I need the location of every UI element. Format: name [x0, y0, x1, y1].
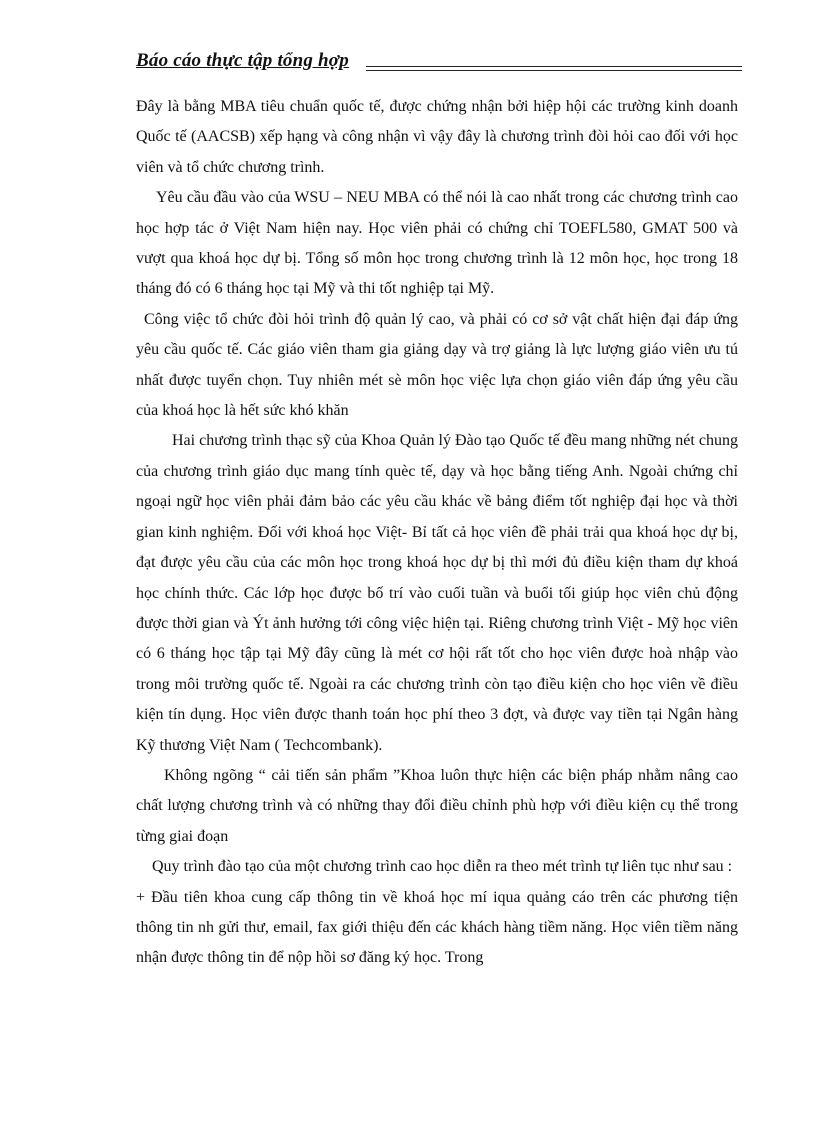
paragraph-3: Công việc tổ chức đòi hỏi trình độ quản lý cao, và phải có cơ sở vật chất hiện đại đáp ứng yêu cầu quốc tế. Các giáo viên tham gia giảng dạy và trợ giảng là lực lượng giáo viên ưu tú nhất được tuyển chọn. Tuy nhiên mét sè môn học việc lựa chọn giáo viên đáp ứng yêu cầu của khoá học là hết sức khó khăn — [136, 310, 738, 420]
document-body — [136, 92, 738, 974]
paragraph-5: Không ngõng “ cải tiến sản phẩm ”Khoa luôn thực hiện các biện pháp nhằm nâng cao chất lượng chương trình và có những thay đổi điều chỉnh phù hợp với điều kiện cụ thể trong từng giai đoạn — [136, 766, 738, 845]
header-title: Báo cáo thực tập tổng hợp — [136, 50, 349, 71]
paragraph-4: Hai chương trình thạc sỹ của Khoa Quản lý Đào tạo Quốc tế đều mang những nét chung của chương trình giáo dục mang tính quèc tế, dạy và học bằng tiếng Anh. Ngoài chứng chỉ ngoại ngữ học viên phải đảm bảo các yêu cầu khác về bảng điểm tốt nghiệp đại học và thời gian kinh nghiệm. Đối với khoá học Việt- Bỉ tất cả học viên đề phải trải qua khoá học dự bị, đạt được yêu cầu của các môn học trong khoá học dự bị thì mới đủ điều kiện tham dự khoá học chính thức. Các lớp học được bố trí vào cuối tuần và buổi tối giúp học viên chủ động được thời gian và Ýt ảnh hưởng tới công việc hiện tại. Riêng chương trình Việt - Mỹ học viên có 6 tháng học tập tại Mỹ đây cũng là mét cơ hội rất tốt cho học viên được hoà nhập vào trong môi trường quốc tế. Ngoài ra các chương trình còn tạo điều kiện cho học viên về điều kiện tín dụng. Học viên được thanh toán học phí theo 3 đợt, và được vay tiền tại Ngân hàng Kỹ thương Việt Nam ( Techcombank). — [136, 432, 738, 754]
header-rule-bottom — [366, 70, 742, 71]
header-rule-top — [366, 66, 742, 67]
page-header — [136, 50, 742, 74]
paragraph-2: Yêu cầu đầu vào của WSU – NEU MBA có thể nói là cao nhất trong các chương trình cao học hợp tác ở Việt Nam hiện nay. Học viên phải có chứng chỉ TOEFL580, GMAT 500 và vượt qua khoá học dự bị. Tổng số môn học trong chương trình là 12 môn học, học trong 18 tháng đó có 6 tháng học tại Mỹ và thi tốt nghiệp tại Mỹ. — [136, 189, 738, 298]
paragraph-6: Quy trình đào tạo của một chương trình cao học diễn ra theo mét trình tự liên tục như sau : — [152, 858, 733, 876]
paragraph-1: Đây là bằng MBA tiêu chuẩn quốc tế, được chứng nhận bởi hiệp hội các trường kinh doanh Quốc tế (AACSB) xếp hạng và công nhận vì vậy đây là chương trình đòi hỏi cao đối với học viên và tổ chức chương trình. — [136, 98, 738, 176]
paragraph-7: + Đầu tiên khoa cung cấp thông tin về khoá học mí iqua quảng cáo trên các phương tiện thông tin nh gửi thư, email, fax giới thiệu đến các khách hàng tiềm năng. Học viên tiềm năng nhận được thông tin để nộp hồi sơ đăng ký học. Trong — [136, 888, 738, 967]
